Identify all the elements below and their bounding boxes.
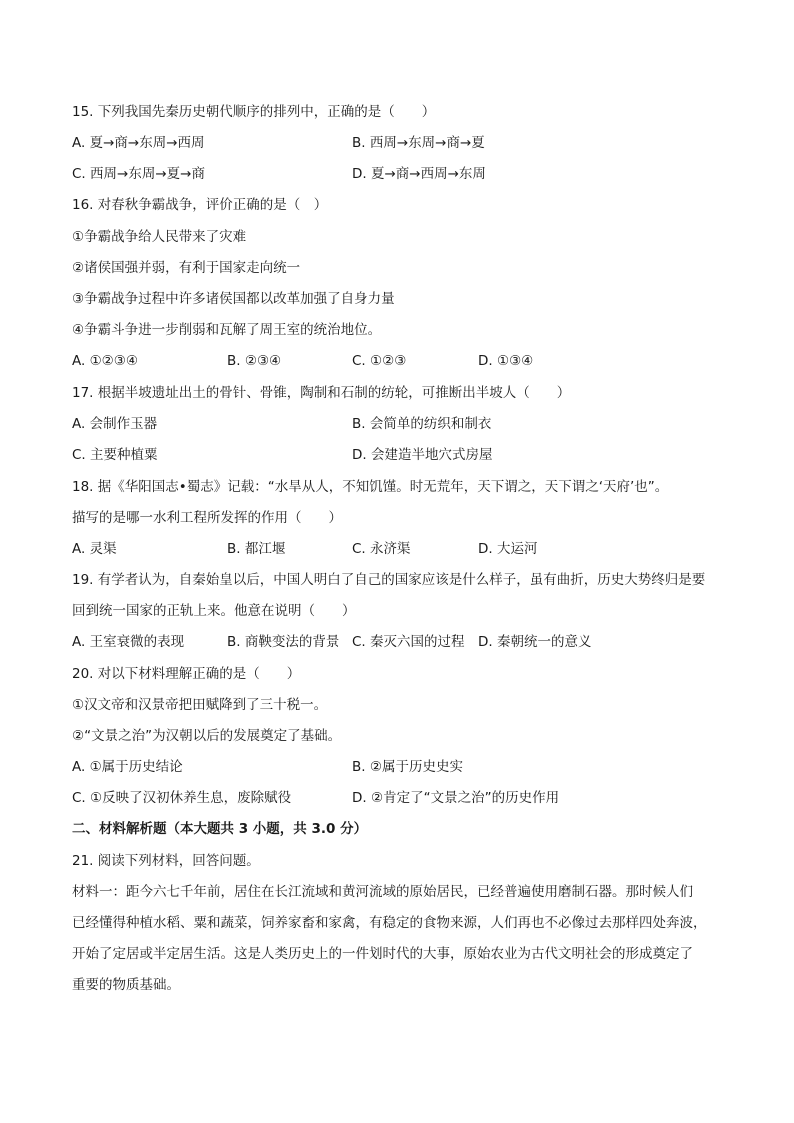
question-16-item-1: ①争霸战争给人民带来了灾难 [72,229,247,245]
material-1-line-3: 开始了定居或半定居生活。这是人类历史上的一件划时代的大事，原始农业为古代文明社会的形成奠定了 [72,946,693,962]
question-21-stem: 21. 阅读下列材料，回答问题。 [72,853,260,869]
question-18-option-d: D. 大运河 [478,541,538,557]
question-17-option-b: B. 会简单的纺织和制衣 [352,416,492,432]
question-16-option-b: B. ②③④ [227,353,282,369]
question-18-option-a: A. 灵渠 [72,541,117,557]
material-1-line-2: 已经懂得种植水稻、粟和蔬菜，饲养家畜和家禽，有稳定的食物来源，人们再也不必像过去那样四处奔波， [72,915,707,931]
material-1-line-4: 重要的物质基础。 [72,977,180,993]
question-18-stem-line-1: 18. 据《华阳国志•蜀志》记载：“水旱从人，不知饥馑。时无荒年，天下谓之，天下谓之‘天府’也”。 [72,479,669,495]
question-17-option-c: C. 主要种植粟 [72,447,158,463]
question-20-option-d: D. ②肯定了“文景之治”的历史作用 [352,790,560,806]
question-19-option-b: B. 商鞅变法的背景 [227,634,340,650]
question-16-stem: 16. 对春秋争霸战争，评价正确的是（ ） [72,197,328,213]
question-16-item-2: ②诸侯国强并弱，有利于国家走向统一 [72,260,301,276]
question-15-option-b: B. 西周→东周→商→夏 [352,135,485,151]
question-16-option-c: C. ①②③ [352,353,407,369]
question-17-option-a: A. 会制作玉器 [72,416,158,432]
question-19-option-d: D. 秦朝统一的意义 [478,634,592,650]
question-19-option-c: C. 秦灭六国的过程 [352,634,465,650]
question-17-option-d: D. 会建造半地穴式房屋 [352,447,493,463]
question-20-option-a: A. ①属于历史结论 [72,759,183,775]
material-1-line-1: 材料一：距今六七千年前，居住在长江流域和黄河流域的原始居民，已经普遍使用磨制石器。那时候人们 [72,884,693,900]
question-18-option-b: B. 都江堰 [227,541,286,557]
question-20-item-1: ①汉文帝和汉景帝把田赋降到了三十税一。 [72,697,328,713]
question-20-item-2: ②“文景之治”为汉朝以后的发展奠定了基础。 [72,728,342,744]
section-2-heading: 二、材料解析题（本大题共 3 小题，共 3.0 分） [72,821,368,837]
question-20-stem: 20. 对以下材料理解正确的是（ ） [72,666,301,682]
question-19-option-a: A. 王室衰微的表现 [72,634,185,650]
question-20-option-c: C. ①反映了汉初休养生息，废除赋役 [72,790,292,806]
question-16-item-4: ④争霸斗争进一步削弱和瓦解了周王室的统治地位。 [72,322,382,338]
question-20-option-b: B. ②属于历史史实 [352,759,463,775]
question-16-option-a: A. ①②③④ [72,353,138,369]
question-19-stem-line-1: 19. 有学者认为，自秦始皇以后，中国人明白了自己的国家应该是什么样子，虽有曲折，历史大势终归是要 [72,572,706,588]
question-15-stem: 15. 下列我国先秦历史朝代顺序的排列中，正确的是（ ） [72,104,436,120]
question-16-option-d: D. ①③④ [478,353,534,369]
question-18-stem-line-2: 描写的是哪一水利工程所发挥的作用（ ） [72,510,342,526]
question-17-stem: 17. 根据半坡遗址出土的骨针、骨锥，陶制和石制的纺轮，可推断出半坡人（ ） [72,385,571,401]
question-15-option-d: D. 夏→商→西周→东周 [352,166,486,182]
question-18-option-c: C. 永济渠 [352,541,411,557]
question-15-option-c: C. 西周→东周→夏→商 [72,166,205,182]
question-16-item-3: ③争霸战争过程中许多诸侯国都以改革加强了自身力量 [72,291,395,307]
question-15-option-a: A. 夏→商→东周→西周 [72,135,205,151]
question-19-stem-line-2: 回到统一国家的正轨上来。他意在说明（ ） [72,603,356,619]
